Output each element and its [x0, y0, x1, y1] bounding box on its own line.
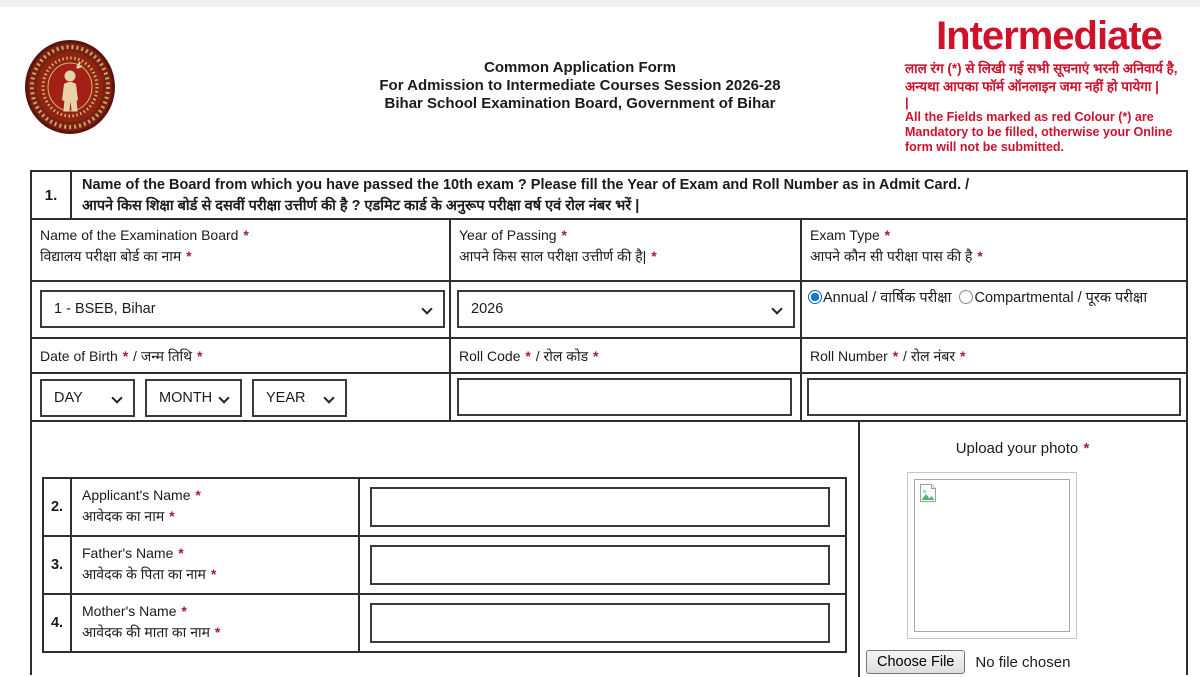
form-title-line1: Common Application Form — [484, 59, 676, 76]
roll-code-label — [451, 339, 802, 372]
father-name-label-en: Father's Name — [82, 545, 174, 561]
bottom-section — [32, 422, 1186, 677]
exam-type-label-hi: आपने कौन सी परीक्षा पास की है — [810, 248, 973, 264]
applicant-name-cell — [360, 479, 845, 535]
father-name-cell — [360, 537, 845, 593]
mother-name-row — [44, 595, 845, 651]
required-star: * — [884, 227, 891, 243]
applicant-name-input[interactable] — [370, 487, 830, 527]
roll-code-label-hi: रोल कोड — [543, 348, 589, 364]
mother-row-number: 4. — [44, 595, 72, 651]
dob-label — [32, 339, 451, 372]
chevron-down-icon — [771, 303, 782, 314]
names-section — [32, 422, 860, 677]
section1-row — [32, 172, 1186, 220]
chevron-down-icon — [323, 392, 334, 403]
intermediate-heading: Intermediate — [936, 14, 1162, 58]
chevron-down-icon — [111, 392, 122, 403]
labels-row-2 — [32, 339, 1186, 374]
photo-preview-area — [914, 479, 1070, 632]
form-title — [290, 59, 870, 113]
mother-name-label-hi: आवेदक की माता का नाम — [82, 624, 210, 640]
required-star: * — [1083, 440, 1090, 457]
year-cell — [451, 282, 802, 337]
compartmental-radio-label[interactable]: Compartmental / पूरक परीक्षा — [974, 290, 1148, 306]
roll-number-cell — [802, 374, 1186, 420]
choose-file-button[interactable]: Choose File — [866, 650, 965, 674]
photo-upload-title-text: Upload your photo — [955, 440, 1079, 457]
required-star: * — [181, 603, 187, 619]
annual-radio-label[interactable]: Annual / वार्षिक परीक्षा — [823, 290, 952, 306]
roll-number-label-en: Roll Number — [810, 348, 888, 364]
board-label-en: Name of the Examination Board — [40, 227, 239, 243]
applicant-row-number: 2. — [44, 479, 72, 535]
roll-number-input[interactable] — [807, 378, 1181, 416]
board-select[interactable] — [40, 290, 445, 328]
mother-name-input[interactable] — [370, 603, 830, 643]
exam-type-label — [802, 220, 1186, 280]
mother-name-cell — [360, 595, 845, 651]
year-label — [451, 220, 802, 280]
applicant-name-row — [44, 479, 845, 537]
board-label-hi: विद्यालय परीक्षा बोर्ड का नाम — [40, 248, 182, 264]
exam-type-label-en: Exam Type — [810, 227, 880, 243]
year-select[interactable] — [457, 290, 795, 328]
label-separator: / — [531, 348, 544, 364]
exam-type-cell — [802, 282, 1186, 337]
label-separator: / — [129, 348, 141, 364]
section1-text-hi: आपने किस शिक्षा बोर्ड से दसवीं परीक्षा उत्तीर्ण की है ? एडमिट कार्ड के अनुरूप परीक्षा वर्ष एवं रोल नंबर भरें | — [82, 198, 640, 214]
dob-year-value: YEAR — [266, 390, 306, 406]
required-star: * — [186, 248, 192, 264]
required-star: * — [195, 487, 201, 503]
dob-month-value: MONTH — [159, 390, 213, 406]
required-star: * — [892, 348, 899, 364]
required-star: * — [593, 348, 599, 364]
board-cell — [32, 282, 451, 337]
dob-year-select[interactable] — [252, 379, 347, 417]
section1-number: 1. — [32, 172, 72, 218]
mandatory-note-english: All the Fields marked as red Colour (*) are Mandatory to be filled, otherwise your Online form will not be submitted. — [905, 110, 1173, 154]
father-name-input[interactable] — [370, 545, 830, 585]
year-select-value: 2026 — [471, 301, 504, 317]
year-label-en: Year of Passing — [459, 227, 557, 243]
roll-code-input[interactable] — [457, 378, 792, 416]
required-star: * — [178, 545, 184, 561]
section1-text-en: Name of the Board from which you have passed the 10th exam ? Please fill the Year of Exam and Roll Number as in Admit Card. / — [82, 177, 970, 193]
header-right-panel — [905, 14, 1193, 155]
required-star: * — [122, 348, 129, 364]
label-separator: / — [899, 348, 911, 364]
mandatory-note-bar: | — [905, 95, 909, 110]
father-name-label — [72, 537, 360, 593]
dob-label-en: Date of Birth — [40, 348, 118, 364]
required-star: * — [243, 227, 249, 243]
applicant-name-label-en: Applicant's Name — [82, 487, 191, 503]
required-star: * — [959, 348, 966, 364]
mandatory-note-hindi: लाल रंग (*) से लिखी गई सभी सूचनाएं भरनी अनिवार्य है, अन्यथा आपका फॉर्म ऑनलाइन जमा नहीं हो पायेगा | — [905, 61, 1178, 94]
roll-code-cell — [451, 374, 802, 420]
application-form-table — [30, 170, 1188, 675]
roll-number-label-hi: रोल नंबर — [910, 348, 956, 364]
required-star: * — [977, 248, 983, 264]
required-star: * — [210, 566, 217, 582]
section1-text — [72, 172, 1186, 218]
applicant-name-label — [72, 479, 360, 535]
controls-row-1 — [32, 282, 1186, 339]
roll-code-label-en: Roll Code — [459, 348, 521, 364]
father-name-row — [44, 537, 845, 595]
labels-row-1 — [32, 220, 1186, 282]
required-star: * — [525, 348, 531, 364]
photo-upload-title — [860, 440, 1186, 457]
board-label — [32, 220, 451, 280]
bseb-logo-icon — [24, 38, 116, 136]
roll-number-label — [802, 339, 1186, 372]
required-star: * — [651, 248, 657, 264]
annual-radio[interactable] — [808, 290, 822, 304]
year-label-hi: आपने किस साल परीक्षा उत्तीर्ण की है| — [459, 248, 647, 264]
photo-upload-section — [860, 422, 1186, 677]
chevron-down-icon — [421, 303, 432, 314]
file-chosen-status: No file chosen — [975, 653, 1071, 671]
controls-row-2 — [32, 374, 1186, 422]
applicant-name-label-hi: आवेदक का नाम — [82, 508, 165, 524]
required-star: * — [197, 348, 203, 364]
file-input-row — [866, 650, 1070, 674]
chevron-down-icon — [218, 392, 229, 403]
required-star: * — [214, 624, 221, 640]
compartmental-radio[interactable] — [959, 290, 973, 304]
broken-image-icon — [918, 483, 938, 503]
names-table — [42, 477, 847, 653]
photo-preview-frame — [907, 472, 1077, 639]
required-star: * — [561, 227, 567, 243]
form-title-line3: Bihar School Examination Board, Government of Bihar — [384, 95, 776, 112]
form-title-line2: For Admission to Intermediate Courses Session 2026-28 — [379, 77, 781, 94]
required-star: * — [169, 508, 175, 524]
mother-name-label — [72, 595, 360, 651]
dob-day-value: DAY — [54, 390, 83, 406]
board-select-value: 1 - BSEB, Bihar — [54, 301, 156, 317]
dob-label-hi: जन्म तिथि — [140, 348, 193, 364]
dob-day-select[interactable] — [40, 379, 135, 417]
father-row-number: 3. — [44, 537, 72, 593]
mother-name-label-en: Mother's Name — [82, 603, 177, 619]
dob-month-select[interactable] — [145, 379, 242, 417]
top-strip — [0, 0, 1200, 7]
dob-cell — [32, 374, 451, 420]
father-name-label-hi: आवेदक के पिता का नाम — [82, 566, 206, 582]
